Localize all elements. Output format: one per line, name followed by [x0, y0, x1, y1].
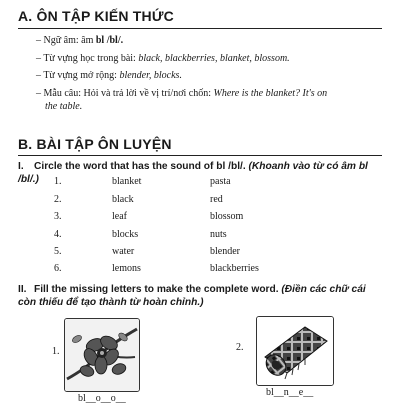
row-number: 1. [54, 176, 62, 187]
review-vocab [36, 52, 386, 66]
word-option-a[interactable]: blanket [112, 176, 142, 187]
section-b-divider [18, 155, 382, 156]
task-1-text-vi: (Khoanh vào từ có âm bl /bl/.) [18, 161, 368, 185]
word-option-b[interactable]: nuts [210, 229, 227, 240]
review-extended-vocab [36, 69, 386, 83]
ext-vocab-label: – Từ vựng mở rộng: [36, 70, 120, 81]
row-number: 5. [54, 246, 62, 257]
word-option-a[interactable]: lemons [112, 263, 141, 274]
word-option-a[interactable]: water [112, 246, 135, 257]
word-row [0, 263, 400, 277]
word-option-b[interactable]: red [210, 194, 223, 205]
pattern-question: Where is the blanket? It's on [213, 87, 328, 99]
pattern-label: – Mẫu câu: Hỏi và trả lời về vị trí/nơi chốn: [36, 87, 214, 99]
review-phonics [36, 34, 386, 48]
word-row [0, 246, 400, 260]
row-number: 2. [54, 194, 62, 205]
answer-blank-1[interactable]: bl__o__o__ [78, 393, 126, 404]
task-2-text-vi: (Điền các chữ cái còn thiếu để tạo thành từ hoàn chỉnh.) [18, 284, 366, 308]
blanket-picture [256, 316, 334, 386]
review-pattern-cont: the table. [45, 101, 83, 112]
word-option-b[interactable]: blackberries [210, 263, 259, 274]
task-2-instruction [18, 283, 384, 309]
ext-vocab-words: blender, blocks. [119, 70, 182, 81]
row-number: 6. [54, 263, 62, 274]
blanket-illustration [257, 317, 333, 385]
row-number: 4. [54, 229, 62, 240]
word-row [0, 211, 400, 225]
task-2-number: II. [18, 284, 27, 295]
word-option-b[interactable]: pasta [210, 176, 231, 187]
word-row [0, 194, 400, 208]
section-a-divider [18, 28, 382, 29]
blossom-picture [64, 318, 140, 392]
phonics-label: – Ngữ âm: âm [36, 35, 96, 46]
word-row [0, 176, 400, 190]
word-option-a[interactable]: blocks [112, 229, 139, 240]
task-1-text: Circle the word that has the sound of bl /bl/. [34, 161, 246, 172]
word-option-b[interactable]: blender [210, 246, 240, 257]
section-a-title: A. ÔN TẬP KIẾN THỨC [18, 8, 174, 24]
vocab-label: – Từ vựng học trong bài: [36, 52, 139, 64]
section-b-title: B. BÀI TẬP ÔN LUYỆN [18, 136, 172, 152]
word-option-a[interactable]: black [112, 194, 134, 205]
task-2-text: Fill the missing letters to make the complete word. [34, 284, 279, 295]
answer-blank-2[interactable]: bl__n__e__ [266, 387, 314, 398]
review-pattern [36, 87, 386, 101]
word-option-a[interactable]: leaf [112, 211, 127, 222]
blossom-illustration [65, 319, 139, 391]
row-number: 3. [54, 211, 62, 222]
word-row [0, 229, 400, 243]
phonics-sound: bl /bl/. [95, 35, 124, 46]
word-option-b[interactable]: blossom [210, 211, 244, 222]
task-1-number: I. [18, 161, 24, 172]
picture-1-number: 1. [52, 346, 60, 357]
vocab-words: black, blackberries, blanket, blossom. [138, 52, 290, 64]
picture-2-number: 2. [236, 342, 244, 353]
review-list [36, 34, 386, 118]
